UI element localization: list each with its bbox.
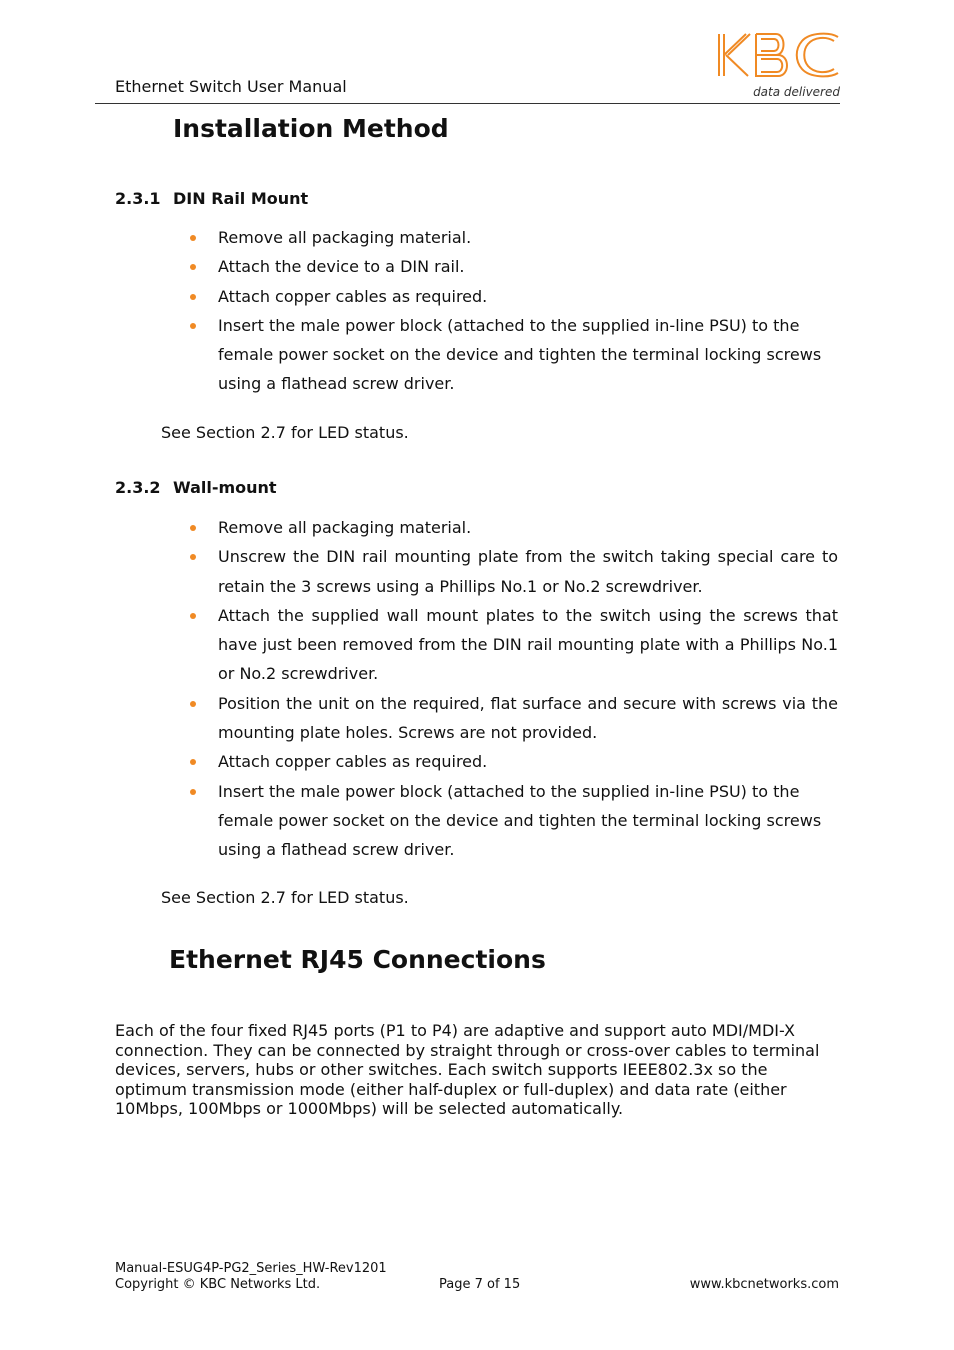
subsection-title: DIN Rail Mount (173, 189, 309, 208)
bullet-icon (190, 323, 196, 329)
subsection-heading-din-rail (115, 189, 308, 208)
list-item-text: Attach copper cables as required. (218, 752, 488, 772)
list-item (218, 777, 838, 865)
bullet-icon (190, 525, 196, 531)
list-item-text: Insert the male power block (attached to the supplied in-line PSU) to the female power socket on the device and tighten the terminal locking screws using a flathead screw driver. (218, 315, 822, 394)
kbc-logo (716, 31, 840, 99)
list-item (218, 542, 838, 601)
list-item (218, 689, 838, 748)
subsection-number: 2.3.1 (115, 189, 161, 208)
bullet-icon (190, 264, 196, 270)
bullet-icon (190, 554, 196, 560)
section-heading-installation: Installation Method (173, 114, 449, 143)
list-item (218, 513, 838, 542)
bullet-icon (190, 235, 196, 241)
footer-website: www.kbcnetworks.com (689, 1277, 839, 1292)
din-rail-steps-list (218, 223, 838, 399)
footer-doc-id: Manual-ESUG4P-PG2_Series_HW-Rev1201 (115, 1261, 387, 1276)
list-item-text: Attach the device to a DIN rail. (218, 257, 465, 277)
list-item (218, 747, 838, 776)
list-item (218, 282, 838, 311)
bullet-icon (190, 613, 196, 619)
list-item (218, 252, 838, 281)
ethernet-description: Each of the four fixed RJ45 ports (P1 to P4) are adaptive and support auto MDI/MDI-X connection. They can be connected by straight through or cross-over cables to terminal devices, servers, hubs or other switches. Each switch supports IEEE802.3x so the optimum transmission mode (either half-duplex or full-duplex) and data rate (either 10Mbps, 100Mbps or 1000Mbps) will be selected automatically. (115, 1021, 820, 1119)
list-item-text: Insert the male power block (attached to the supplied in-line PSU) to the female power socket on the device and tighten the terminal locking screws using a flathead screw driver. (218, 781, 822, 860)
list-item-text: Remove all packaging material. (218, 518, 472, 537)
footer-page-number: Page 7 of 15 (439, 1277, 521, 1292)
wall-mount-steps-list (218, 513, 838, 865)
subsection-title: Wall-mount (173, 478, 277, 497)
subsection-heading-wall-mount (115, 478, 277, 497)
subsection-number: 2.3.2 (115, 478, 161, 497)
bullet-icon (190, 789, 196, 795)
list-item-text: Remove all packaging material. (218, 228, 472, 247)
kbc-logo-mark (716, 31, 840, 83)
list-item (218, 311, 838, 399)
led-status-reference: See Section 2.7 for LED status. (161, 888, 409, 907)
list-item-text: Attach the supplied wall mount plates to the switch using the screws that have just been removed from the DIN rail mounting plate with a Phillips No.1 or No.2 screwdriver. (218, 605, 838, 684)
list-item (218, 223, 838, 252)
list-item-text: Unscrew the DIN rail mounting plate from the switch taking special care to retain the 3 screws using a Phillips No.1 or No.2 screwdriver. (218, 547, 838, 596)
bullet-icon (190, 294, 196, 300)
logo-tagline: data delivered (753, 85, 840, 99)
section-heading-ethernet: Ethernet RJ45 Connections (169, 945, 546, 974)
bullet-icon (190, 701, 196, 707)
header-title: Ethernet Switch User Manual (115, 77, 347, 96)
bullet-icon (190, 759, 196, 765)
list-item-text: Position the unit on the required, flat surface and secure with screws via the mounting plate holes. Screws are not provided. (218, 693, 838, 743)
list-item (218, 601, 838, 689)
led-status-reference: See Section 2.7 for LED status. (161, 423, 409, 442)
header-divider (95, 103, 840, 104)
list-item-text: Attach copper cables as required. (218, 286, 488, 306)
footer-copyright: Copyright © KBC Networks Ltd. (115, 1277, 321, 1292)
